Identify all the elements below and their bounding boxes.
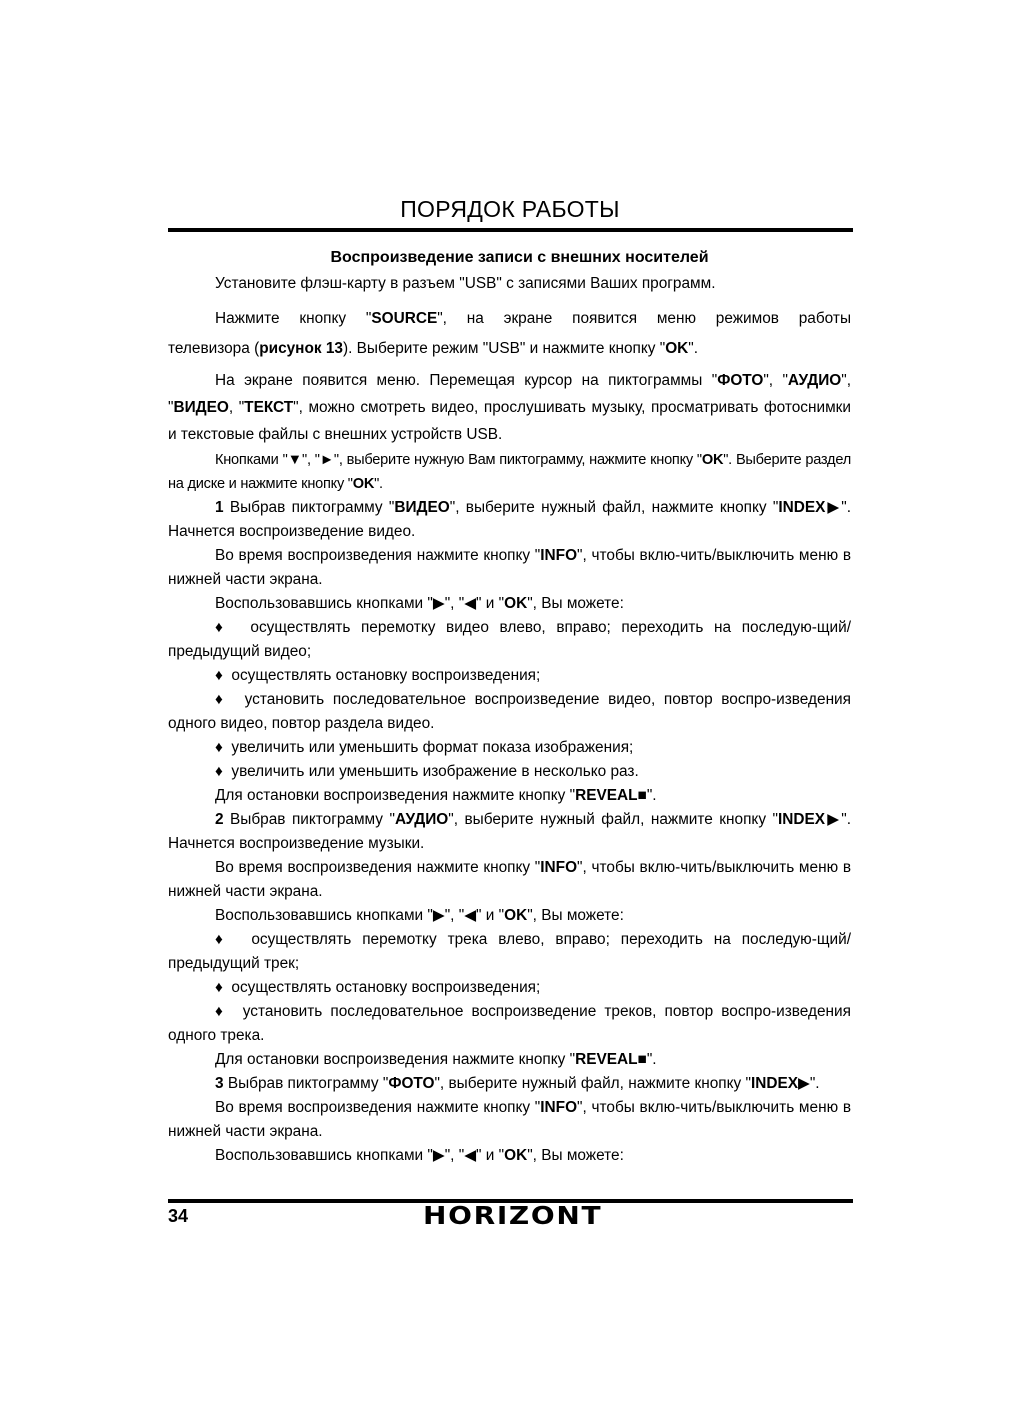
play-icon: ▶: [432, 907, 445, 924]
bullet-icon: ♦: [215, 667, 223, 684]
bullet-icon: ♦: [215, 1003, 227, 1020]
list-item: ♦ осуществлять остановку воспроизведения;: [215, 667, 541, 684]
photo-using: Воспользовавшись кнопками "▶", "◀" и "OK", Вы можете:: [215, 1147, 624, 1164]
stop-icon: ■: [637, 1051, 647, 1068]
header-rule: [168, 228, 853, 232]
page-content: [168, 244, 851, 1168]
intro-paragraph-4: Кнопками "▼", "►", выберите нужную Вам пиктограмму, нажмите кнопку "OK". Выберите раздел на диске и нажмите кнопку "OK".: [168, 452, 851, 492]
intro-paragraph-3: На экране появится меню. Перемещая курсор на пиктограммы "ФОТО", "АУДИО", "ВИДЕО, "ТЕКСТ", можно смотреть видео, прослушивать музыку, просматривать фотоснимки и текстовые файлы с внешних устройств USB.: [168, 372, 851, 443]
back-icon: ◀: [464, 595, 477, 612]
list-item: ♦ осуществлять перемотку видео влево, вправо; переходить на последую-щий/предыдущий видео;: [168, 619, 851, 660]
play-icon: ▶: [825, 811, 842, 828]
stop-icon: ■: [637, 787, 647, 804]
audio-info: Во время воспроизведения нажмите кнопку "INFO", чтобы вклю-чить/выключить меню в нижней части экрана.: [168, 859, 851, 900]
list-item: ♦ увеличить или уменьшить формат показа изображения;: [215, 739, 634, 756]
back-icon: ◀: [464, 1147, 477, 1164]
list-item: ♦ установить последовательное воспроизведение видео, повтор воспро-изведения одного видео, повтор раздела видео.: [168, 691, 851, 732]
video-lead: 1 Выбрав пиктограмму "ВИДЕО", выберите нужный файл, нажмите кнопку "INDEX▶". Начнется воспроизведение видео.: [168, 499, 851, 540]
page-number: 34: [168, 1206, 189, 1226]
bullet-icon: ♦: [215, 979, 223, 996]
page-title: ПОРЯДОК РАБОТЫ: [400, 196, 620, 222]
section-heading: Воспроизведение записи с внешних носителей: [330, 249, 709, 266]
list-item: ♦ осуществлять остановку воспроизведения;: [215, 979, 541, 996]
audio-stop: Для остановки воспроизведения нажмите кнопку "REVEAL■".: [215, 1051, 657, 1068]
video-stop: Для остановки воспроизведения нажмите кнопку "REVEAL■".: [215, 787, 657, 804]
list-item: ♦ увеличить или уменьшить изображение в несколько раз.: [215, 763, 639, 780]
play-icon: ▶: [825, 499, 842, 516]
intro-paragraph-2-cont: телевизора (рисунок 13). Выберите режим "USB" и нажмите кнопку "OK".: [168, 340, 699, 357]
brand-logo: HORIZONT: [423, 1201, 603, 1230]
bullet-icon: ♦: [215, 931, 230, 948]
list-item: ♦ установить последовательное воспроизведение треков, повтор воспро-изведения одного трека.: [168, 1003, 851, 1044]
intro-paragraph-1: Установите флэш-карту в разъем "USB" с записями Ваших программ.: [215, 275, 716, 292]
back-icon: ◀: [464, 907, 477, 924]
bullet-icon: ♦: [215, 691, 228, 708]
video-info: Во время воспроизведения нажмите кнопку "INFO", чтобы вклю-чить/выключить меню в нижней части экрана.: [168, 547, 851, 588]
bullet-icon: ♦: [215, 763, 223, 780]
video-using: Воспользовавшись кнопками "▶", "◀" и "OK", Вы можете:: [215, 595, 624, 612]
audio-using: Воспользовавшись кнопками "▶", "◀" и "OK", Вы можете:: [215, 907, 624, 924]
bullet-icon: ♦: [215, 619, 230, 636]
play-icon: ▶: [432, 595, 445, 612]
list-item: ♦ осуществлять перемотку трека влево, вправо; переходить на последую-щий/ предыдущий трек;: [168, 931, 851, 972]
play-icon: ▶: [432, 1147, 445, 1164]
bullet-icon: ♦: [215, 739, 223, 756]
down-arrow-icon: ▼: [287, 452, 303, 468]
intro-paragraph-2: Нажмите кнопку "SOURCE", на экране появится меню режимов работы: [215, 310, 852, 327]
right-arrow-icon: ►: [319, 452, 334, 468]
photo-lead: 3 Выбрав пиктограмму "ФОТО", выберите нужный файл, нажмите кнопку "INDEX▶".: [215, 1075, 820, 1092]
audio-lead: 2 Выбрав пиктограмму "АУДИО", выберите нужный файл, нажмите кнопку "INDEX▶". Начнется воспроизведение музыки.: [168, 811, 851, 852]
photo-info: Во время воспроизведения нажмите кнопку "INFO", чтобы вклю-чить/выключить меню в нижней части экрана.: [168, 1099, 851, 1140]
play-icon: ▶: [797, 1075, 810, 1092]
